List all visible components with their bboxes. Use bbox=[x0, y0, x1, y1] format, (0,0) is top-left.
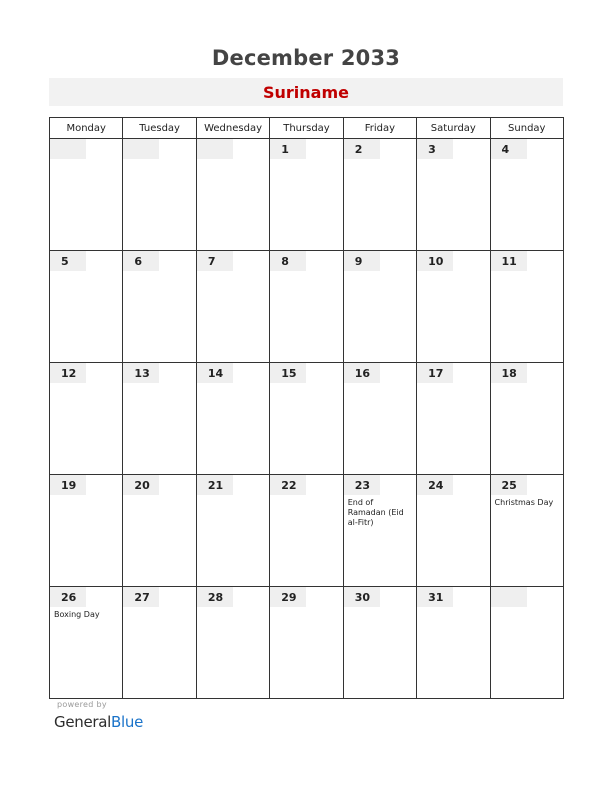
logo-text-general: General bbox=[54, 713, 112, 731]
weekday-header-tuesday: Tuesday bbox=[123, 118, 196, 139]
weekday-header-saturday: Saturday bbox=[417, 118, 490, 139]
weekday-header-sunday: Sunday bbox=[490, 118, 563, 139]
day-cell bbox=[490, 363, 563, 475]
day-cell bbox=[343, 251, 416, 363]
day-cell bbox=[123, 475, 196, 587]
holiday-label: Christmas Day bbox=[494, 498, 554, 507]
day-cell bbox=[123, 139, 196, 251]
day-cell bbox=[343, 363, 416, 475]
day-cell bbox=[490, 139, 563, 251]
day-cell bbox=[50, 251, 123, 363]
day-cell bbox=[196, 587, 269, 699]
day-cell bbox=[123, 251, 196, 363]
day-cell bbox=[270, 363, 343, 475]
day-number: 11 bbox=[491, 251, 527, 271]
day-number: 18 bbox=[491, 363, 527, 383]
day-cell bbox=[417, 363, 490, 475]
calendar-grid bbox=[49, 117, 564, 699]
day-number bbox=[50, 139, 86, 159]
day-cell bbox=[50, 363, 123, 475]
day-number: 22 bbox=[270, 475, 306, 495]
day-cell bbox=[343, 139, 416, 251]
day-number: 21 bbox=[197, 475, 233, 495]
weekday-header-monday: Monday bbox=[50, 118, 123, 139]
day-number bbox=[491, 587, 527, 607]
day-cell bbox=[343, 587, 416, 699]
day-number: 17 bbox=[417, 363, 453, 383]
day-number: 8 bbox=[270, 251, 306, 271]
day-number: 30 bbox=[344, 587, 380, 607]
holiday-label: End of Ramadan (Eid al-Fitr) bbox=[347, 498, 404, 527]
day-number: 29 bbox=[270, 587, 306, 607]
day-number: 3 bbox=[417, 139, 453, 159]
day-cell bbox=[50, 475, 123, 587]
day-number: 27 bbox=[123, 587, 159, 607]
powered-by-text: powered by bbox=[57, 700, 107, 709]
day-cell bbox=[417, 475, 490, 587]
day-cell bbox=[417, 251, 490, 363]
day-cell bbox=[270, 475, 343, 587]
page-title: December 2033 bbox=[211, 46, 401, 70]
day-cell bbox=[270, 139, 343, 251]
day-number: 10 bbox=[417, 251, 453, 271]
day-number: 28 bbox=[197, 587, 233, 607]
week-row bbox=[50, 139, 564, 251]
country-name: Suriname bbox=[263, 83, 349, 102]
day-number: 1 bbox=[270, 139, 306, 159]
day-cell bbox=[270, 251, 343, 363]
day-number: 26 bbox=[50, 587, 86, 607]
week-row bbox=[50, 587, 564, 699]
day-number: 9 bbox=[344, 251, 380, 271]
day-cell bbox=[123, 363, 196, 475]
day-cell bbox=[417, 587, 490, 699]
day-number bbox=[123, 139, 159, 159]
day-cell bbox=[123, 587, 196, 699]
day-number: 2 bbox=[344, 139, 380, 159]
day-cell bbox=[196, 363, 269, 475]
weekday-header-thursday: Thursday bbox=[270, 118, 343, 139]
day-cell bbox=[417, 139, 490, 251]
week-row bbox=[50, 475, 564, 587]
weekday-header-friday: Friday bbox=[343, 118, 416, 139]
day-number: 15 bbox=[270, 363, 306, 383]
day-number: 14 bbox=[197, 363, 233, 383]
day-number: 20 bbox=[123, 475, 159, 495]
day-number: 19 bbox=[50, 475, 86, 495]
day-number: 4 bbox=[491, 139, 527, 159]
day-number: 12 bbox=[50, 363, 86, 383]
day-number: 23 bbox=[344, 475, 380, 495]
day-number: 7 bbox=[197, 251, 233, 271]
day-number: 13 bbox=[123, 363, 159, 383]
day-number: 16 bbox=[344, 363, 380, 383]
holiday-label: Boxing Day bbox=[54, 610, 100, 619]
day-cell bbox=[50, 139, 123, 251]
day-number: 6 bbox=[123, 251, 159, 271]
day-number: 25 bbox=[491, 475, 527, 495]
day-cell bbox=[50, 587, 123, 699]
day-number: 24 bbox=[417, 475, 453, 495]
day-cell bbox=[343, 475, 416, 587]
logo-text-blue: Blue bbox=[111, 713, 144, 731]
day-cell bbox=[196, 139, 269, 251]
day-cell bbox=[490, 251, 563, 363]
day-cell bbox=[196, 251, 269, 363]
day-cell bbox=[490, 475, 563, 587]
day-cell bbox=[196, 475, 269, 587]
week-row bbox=[50, 251, 564, 363]
week-row bbox=[50, 363, 564, 475]
day-number: 5 bbox=[50, 251, 86, 271]
day-number bbox=[197, 139, 233, 159]
day-cell bbox=[490, 587, 563, 699]
day-cell bbox=[270, 587, 343, 699]
generalblue-logo[interactable] bbox=[54, 713, 143, 731]
weekday-header-wednesday: Wednesday bbox=[196, 118, 269, 139]
weekday-header-row bbox=[50, 118, 564, 139]
day-number: 31 bbox=[417, 587, 453, 607]
country-band bbox=[49, 78, 563, 106]
